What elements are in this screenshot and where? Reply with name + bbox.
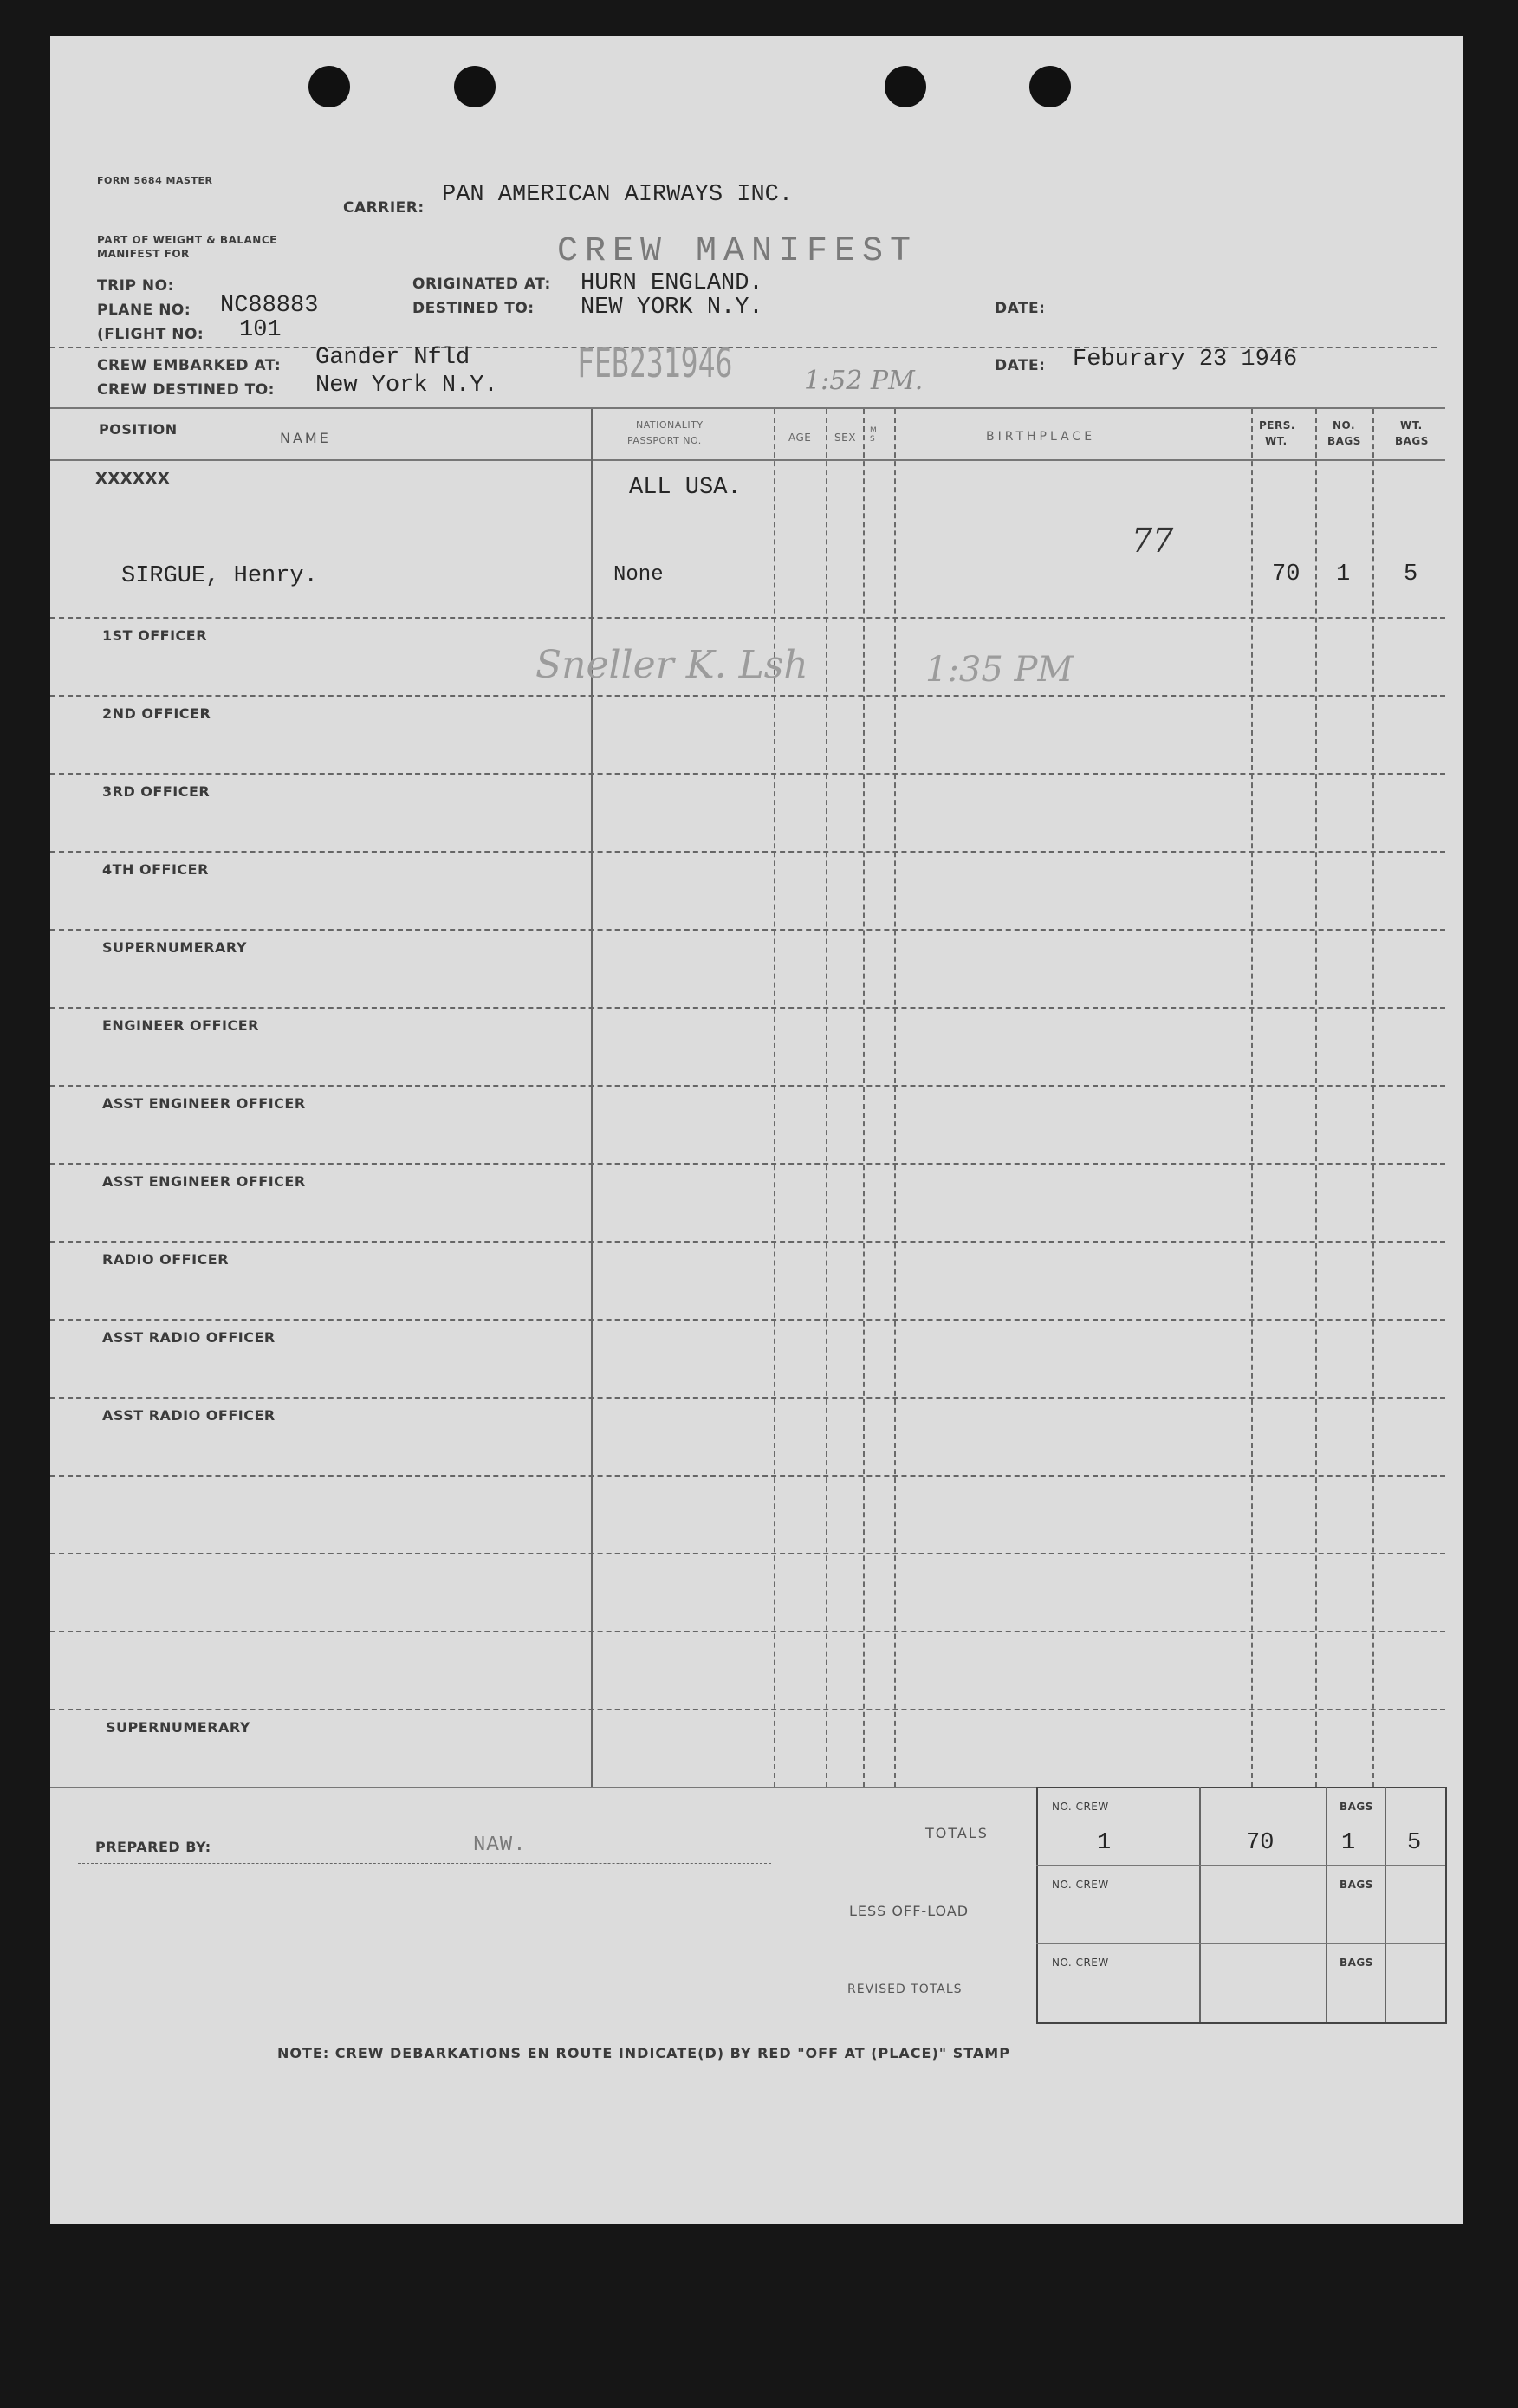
punch-hole — [885, 66, 926, 107]
position-label: ASST RADIO OFFICER — [102, 1329, 276, 1346]
signature-time: 1:35 PM — [925, 650, 1074, 690]
punch-hole — [1029, 66, 1071, 107]
crew-embarked-label: CREW EMBARKED AT: — [97, 357, 282, 374]
row-rule — [50, 1397, 1445, 1399]
passport-number: None — [613, 563, 664, 587]
col-no-bags: NO. — [1333, 419, 1356, 432]
col-divider — [863, 409, 865, 1787]
col-marital: M S — [870, 426, 878, 444]
wt-bags-value: 5 — [1404, 561, 1418, 587]
columns-top-rule — [50, 407, 1445, 409]
originated-value: HURN ENGLAND. — [581, 270, 763, 296]
totals-divider — [1326, 1787, 1327, 2022]
no-crew-label: NO. CREW — [1052, 1801, 1109, 1813]
total-crew-value: 1 — [1097, 1830, 1112, 1856]
col-position: POSITION — [99, 421, 178, 438]
row-rule — [50, 617, 1445, 619]
row-rule — [50, 1319, 1445, 1321]
col-no-bags-2: BAGS — [1327, 435, 1361, 447]
position-label: 3RD OFFICER — [102, 783, 211, 800]
row-rule — [50, 1007, 1445, 1009]
punch-hole — [308, 66, 350, 107]
originated-label: ORIGINATED AT: — [412, 276, 551, 293]
position-label: 4TH OFFICER — [102, 861, 209, 878]
position-label: RADIO OFFICER — [102, 1251, 230, 1268]
total-bags-value: 1 — [1341, 1830, 1356, 1856]
totals-row-rule — [1036, 1865, 1445, 1866]
flight-value: 101 — [239, 317, 282, 343]
part-of-weight-balance: PART OF WEIGHT & BALANCE — [97, 234, 277, 246]
crew-destined-value: New York N.Y. — [315, 373, 498, 399]
prepared-by-rule — [78, 1863, 771, 1864]
form-title: CREW MANIFEST — [557, 232, 918, 271]
crew-embarked-value: Gander Nfld — [315, 345, 470, 371]
col-passport: PASSPORT NO. — [627, 435, 702, 446]
totals-divider — [1199, 1787, 1201, 2022]
revised-no-crew-label: NO. CREW — [1052, 1957, 1109, 1969]
position-label: ASST ENGINEER OFFICER — [102, 1095, 306, 1112]
pers-wt-value: 70 — [1272, 561, 1301, 587]
col-divider — [591, 409, 593, 1787]
col-divider — [1315, 409, 1317, 1787]
col-divider — [774, 409, 775, 1787]
col-pers-wt-2: WT. — [1265, 435, 1288, 447]
bags-label: BAGS — [1340, 1801, 1373, 1813]
offload-bags-label: BAGS — [1340, 1879, 1373, 1891]
no-bags-value: 1 — [1336, 561, 1351, 587]
col-nationality: NATIONALITY — [636, 419, 704, 431]
totals-divider — [1385, 1787, 1386, 2022]
position-label: ASST ENGINEER OFFICER — [102, 1173, 306, 1190]
revised-totals-label: REVISED TOTALS — [847, 1983, 963, 1996]
position-label: SUPERNUMERARY — [102, 939, 247, 956]
row-rule — [50, 1085, 1445, 1087]
position-label: ASST RADIO OFFICER — [102, 1407, 276, 1424]
flight-label: (FLIGHT NO: — [97, 326, 204, 343]
date-label-1: DATE: — [995, 300, 1046, 317]
col-sex: SEX — [834, 432, 856, 444]
col-pers-wt: PERS. — [1259, 419, 1295, 432]
handwritten-number: 77 — [1132, 522, 1174, 560]
destined-value: NEW YORK N.Y. — [581, 295, 763, 321]
punch-hole — [454, 66, 496, 107]
col-divider — [1251, 409, 1253, 1787]
row-rule — [50, 773, 1445, 775]
manifest-for: MANIFEST FOR — [97, 248, 190, 260]
crew-destined-label: CREW DESTINED TO: — [97, 381, 275, 399]
trip-label: TRIP NO: — [97, 277, 174, 295]
col-age: AGE — [788, 432, 812, 444]
totals-row-rule — [1036, 1943, 1445, 1944]
row-rule — [50, 695, 1445, 697]
less-offload-label: LESS OFF-LOAD — [849, 1903, 970, 1919]
position-label: SUPERNUMERARY — [106, 1719, 250, 1736]
prepared-by-label: PREPARED BY: — [95, 1839, 211, 1855]
offload-no-crew-label: NO. CREW — [1052, 1879, 1109, 1891]
date-value: Feburary 23 1946 — [1073, 347, 1298, 373]
row-rule — [50, 1553, 1445, 1554]
revised-bags-label: BAGS — [1340, 1957, 1373, 1969]
col-wt-bags-2: BAGS — [1395, 435, 1429, 447]
crew-name: SIRGUE, Henry. — [121, 563, 318, 589]
total-pers-wt-value: 70 — [1246, 1830, 1275, 1856]
manifest-sheet — [50, 36, 1463, 2224]
position-label: 2ND OFFICER — [102, 705, 211, 722]
totals-label: TOTALS — [925, 1825, 989, 1841]
officer-signature: Sneller K. Lsh — [535, 643, 808, 687]
footer-note: NOTE: CREW DEBARKATIONS EN ROUTE INDICATE(D) BY RED "OFF AT (PLACE)" STAMP — [277, 2045, 1010, 2061]
col-divider — [826, 409, 827, 1787]
date-label-2: DATE: — [995, 357, 1046, 374]
nationality-note: ALL USA. — [629, 475, 742, 501]
row-rule — [50, 1475, 1445, 1477]
row-rule — [50, 929, 1445, 931]
carrier-value: PAN AMERICAN AIRWAYS INC. — [442, 182, 794, 208]
plane-label: PLANE NO: — [97, 302, 191, 319]
destined-label: DESTINED TO: — [412, 300, 535, 317]
row-rule — [50, 1709, 1445, 1710]
row-rule — [50, 1241, 1445, 1243]
stamp-time-handwritten: 1:52 PM. — [804, 366, 924, 396]
row-rule — [50, 1163, 1445, 1165]
position-mark: XXXXXX — [95, 470, 171, 488]
col-birthplace: BIRTHPLACE — [986, 430, 1096, 444]
col-name: NAME — [280, 430, 331, 446]
plane-value: NC88883 — [220, 293, 319, 319]
form-number: FORM 5684 MASTER — [97, 175, 213, 186]
position-label: ENGINEER OFFICER — [102, 1017, 259, 1034]
position-label: 1ST OFFICER — [102, 627, 208, 644]
col-wt-bags: WT. — [1400, 419, 1423, 432]
row-rule — [50, 1631, 1445, 1632]
total-wt-bags-value: 5 — [1407, 1830, 1422, 1856]
columns-header-rule — [50, 459, 1445, 461]
prepared-by-value: NAW. — [473, 1834, 527, 1857]
received-date-stamp: FEB231946 — [577, 340, 733, 386]
col-divider — [894, 409, 896, 1787]
col-divider — [1372, 409, 1374, 1787]
carrier-label: CARRIER: — [343, 199, 425, 217]
row-rule — [50, 851, 1445, 853]
